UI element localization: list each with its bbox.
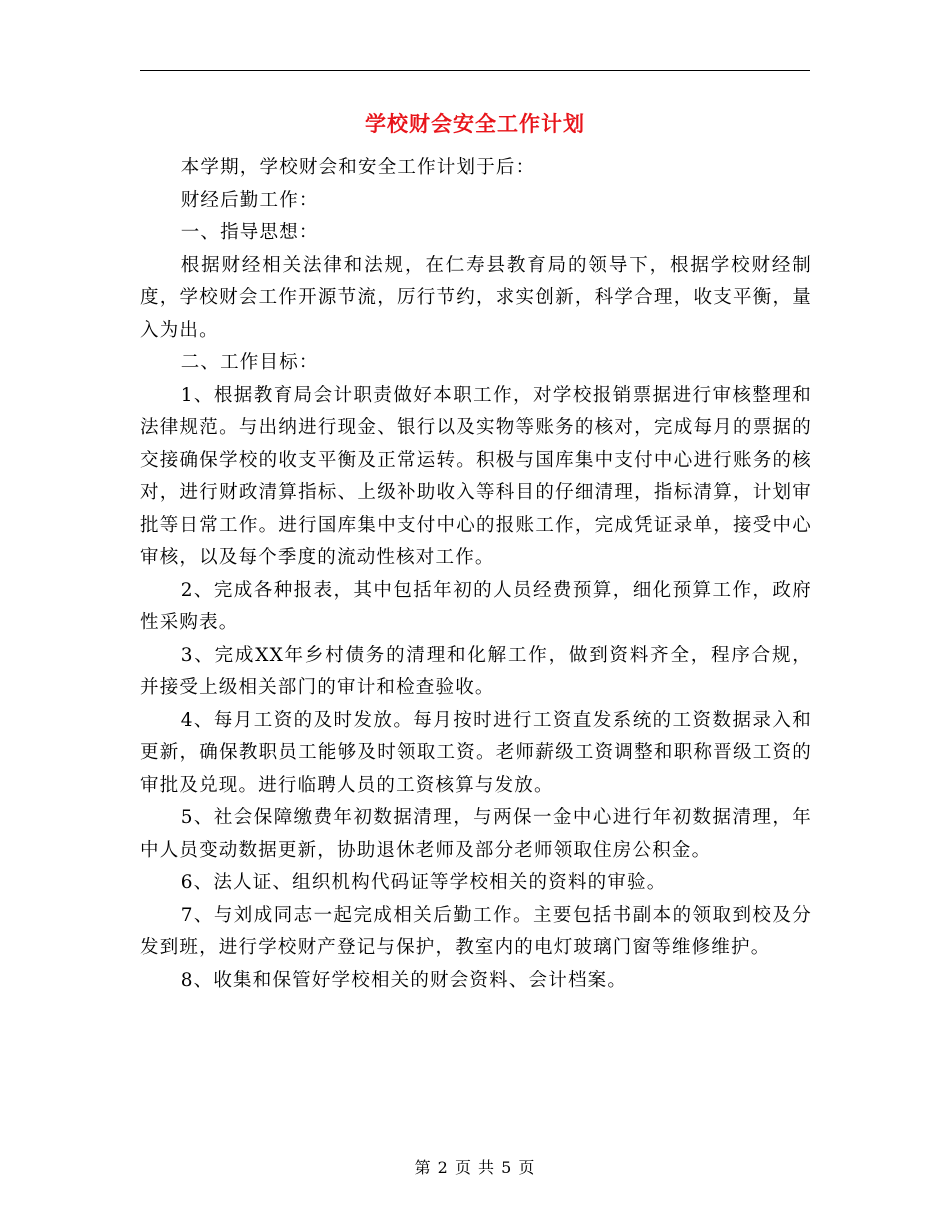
header-rule	[140, 70, 810, 71]
paragraph-guiding-ideology: 根据财经相关法律和法规，在仁寿县教育局的领导下，根据学校财经制度，学校财会工作开源节流，厉行节约，求实创新，科学合理，收支平衡，量入为出。	[140, 254, 812, 341]
paragraph-goal-3: 3、完成XX年乡村债务的清理和化解工作，做到资料齐全，程序合规，并接受上级相关部门的审计和检查验收。	[140, 644, 812, 698]
paragraph-goal-2: 2、完成各种报表，其中包括年初的人员经费预算，细化预算工作，政府性采购表。	[140, 579, 812, 633]
paragraph-goal-7: 7、与刘成同志一起完成相关后勤工作。主要包括书副本的领取到校及分发到班，进行学校财产登记与保护，教室内的电灯玻璃门窗等维修维护。	[140, 904, 812, 958]
paragraph-intro: 本学期，学校财会和安全工作计划于后：	[180, 157, 536, 178]
paragraph-heading-work-goals: 二、工作目标：	[180, 352, 319, 373]
document-body	[140, 152, 812, 997]
paragraph-goal-1: 1、根据教育局会计职责做好本职工作，对学校报销票据进行审核整理和法律规范。与出纳进行现金、银行以及实物等账务的核对，完成每月的票据的交接确保学校的收支平衡及正常运转。积极与国库集中支付中心进行账务的核对，进行财政清算指标、上级补助收入等科目的仔细清理，指标清算，计划审批等日常工作。进行国库集中支付中心的报账工作，完成凭证录单，接受中心审核，以及每个季度的流动性核对工作。	[140, 384, 812, 568]
paragraph-section-heading: 财经后勤工作：	[180, 189, 319, 211]
paragraph-goal-6: 6、法人证、组织机构代码证等学校相关的资料的审验。	[180, 872, 667, 893]
page-title: 学校财会安全工作计划	[365, 112, 585, 136]
paragraph-heading-guiding-ideology: 一、指导思想：	[180, 222, 319, 243]
paragraph-goal-5: 5、社会保障缴费年初数据清理，与两保一金中心进行年初数据清理，年中人员变动数据更新，协助退休老师及部分老师领取住房公积金。	[140, 807, 812, 861]
page-number-footer: 第 2 页 共 5 页	[414, 1158, 536, 1177]
paragraph-goal-4: 4、每月工资的及时发放。每月按时进行工资直发系统的工资数据录入和更新，确保教职员工能够及时领取工资。老师薪级工资调整和职称晋级工资的审批及兑现。进行临聘人员的工资核算与发放。	[140, 709, 812, 796]
paragraph-goal-8: 8、收集和保管好学校相关的财会资料、会计档案。	[180, 969, 628, 991]
